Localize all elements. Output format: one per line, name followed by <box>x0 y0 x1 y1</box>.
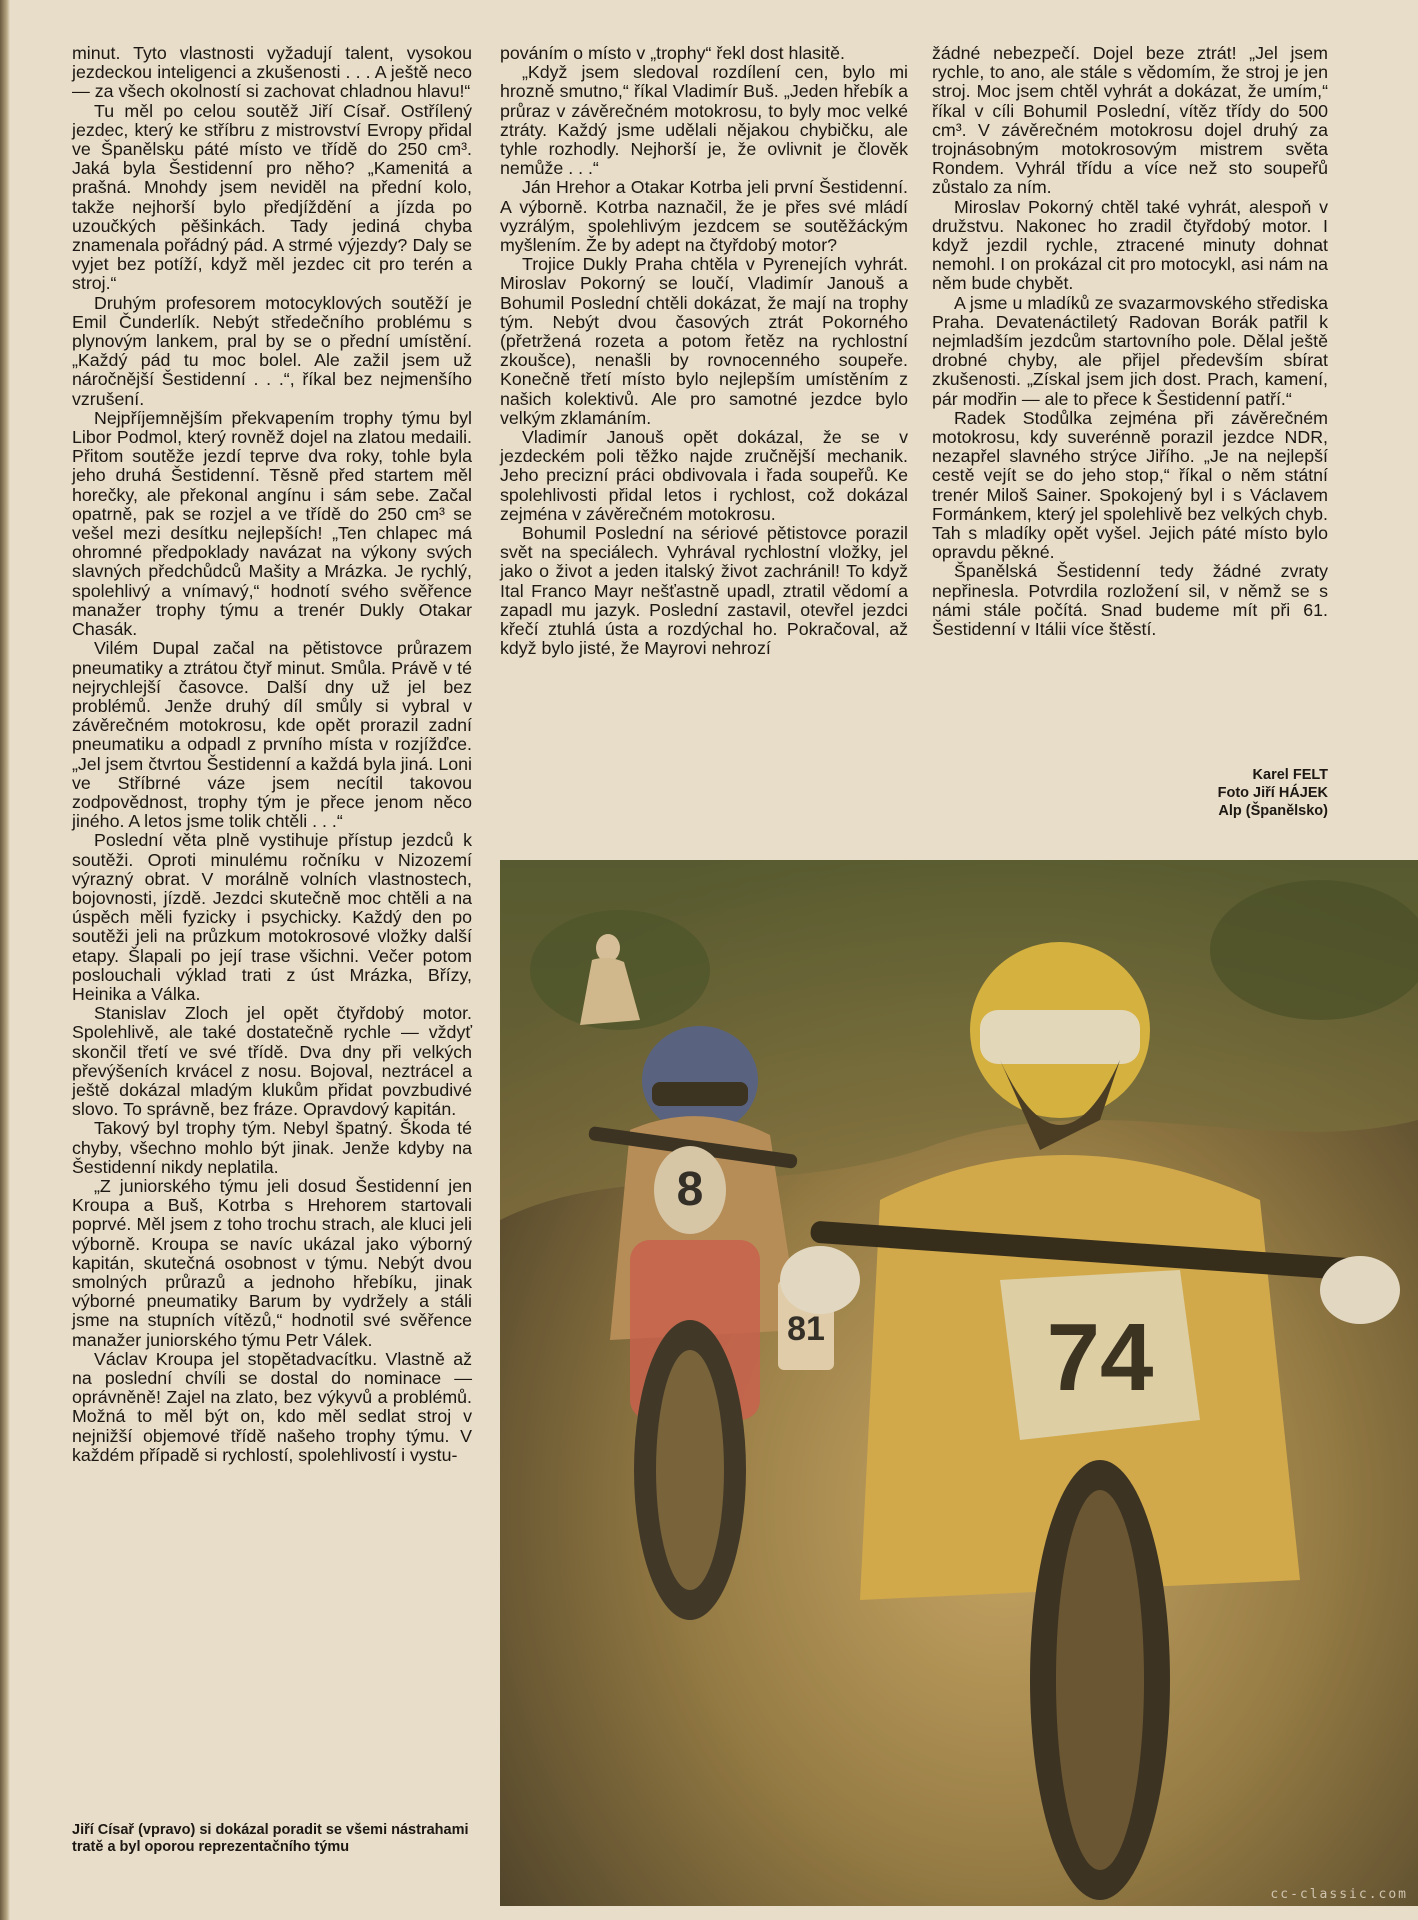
paragraph: „Když jsem sledoval rozdílení cen, bylo mi hrozně smutno,“ říkal Vladimír Buš. „Jeden hřebík a průraz v závěrečném motokrosu, to byly moc velké ztráty. Každý jsme udělali nějakou chybičku, ale tyhle rozhodly. Nejhorší je, že ovlivnit je člověk nemůže . . .“ <box>500 62 908 179</box>
location-credit: Alp (Španělsko) <box>1218 803 1328 819</box>
photo-illustration <box>500 860 1418 1906</box>
article-column-1 <box>72 44 472 1465</box>
paragraph: Miroslav Pokorný chtěl také vyhrát, alespoň v družstvu. Nakonec ho zradil čtyřdobý motor. I když jezdil rychle, ztracené minuty dohnat nemohl. I on prokázal cit pro motocykl, asi nám na něm bude chybět. <box>932 196 1328 294</box>
paragraph: Poslední věta plně vystihuje přístup jezdců k soutěži. Oproti minulému ročníku v Nizozemí výrazný obrat. V morálně volních vlastnostech, bojovnosti, jízdě. Jezdci skutečně moc chtěli a na úspěch měli fyzicky i psychicky. Každý den po soutěži jeli na průzkum motokrosové vložky další etapy. Šlapali po její trase všichni. Večer potom poslouchali výklad trati z úst Mrázka, Břízy, Heinika a Válka. <box>72 830 472 1004</box>
paragraph: minut. Tyto vlastnosti vyžadují talent, vysokou jezdeckou inteligenci a zkušenosti . . . A ještě neco — za všech okolností si zachovat chladnou hlavu!“ <box>72 43 472 102</box>
plate-number-left: 8 <box>676 1163 704 1216</box>
dust-haze <box>500 860 1418 1906</box>
side-plate-number: 81 <box>787 1310 825 1348</box>
paragraph: Stanislav Zloch jel opět čtyřdobý motor. Spolehlivě, ale také dostatečně rychle — vždyť skončil třetí ve své třídě. Dva dny při velkých převýšeních krvácel z nosu. Bojoval, neztrácel a ještě dokázal mladým klukům přidat povzbudivé slovo. To správně, bez fráze. Opravdový kapitán. <box>72 1003 472 1120</box>
article-column-2 <box>500 44 908 659</box>
paragraph: pováním o místo v „trophy“ řekl dost hlasitě. <box>500 43 845 63</box>
paragraph: Španělská Šestidenní tedy žádné zvraty nepřinesla. Potvrdila rozložení sil, v němž se s námi stále počítá. Snad budeme mít při 61. Šestidenní v Itálii více štěstí. <box>932 561 1328 640</box>
paragraph: Trojice Dukly Praha chtěla v Pyrenejích vyhrát. Miroslav Pokorný se loučí, Vladimír Janouš a Bohumil Poslední chtěli dokázat, že mají na trophy tým. Nebýt dvou časových ztrát Pokorného (přetržená rozeta a potom řetěz na rychlostní zkoušce), nenašli by rovnocenného soupeře. Konečně třetí místo bylo nejlepším umístěním z našich kolektivů. Ale pro samotné jezdce bylo velkým zklamáním. <box>500 254 908 428</box>
paragraph: Václav Kroupa jel stopětadvacítku. Vlastně až na poslední chvíli se dostal do nominace — oprávněně! Zajel na zlato, bez výkyvů a problémů. Možná to měl být on, kdo měl sedlat stroj v nejnižší objemové třídě našeho trophy týmu. V každém případě si rychlostí, spolehlivostí i vystu- <box>72 1348 472 1465</box>
paragraph: Vladimír Janouš opět dokázal, že se v jezdeckém poli těžko najde zručnější mechanik. Jeho precizní práci obdivovala i řada soupeřů. Ke spolehlivosti přidal letos i rychlost, což dokázal zejména v závěrečném motokrosu. <box>500 427 908 524</box>
author-name: Karel FELT <box>1252 767 1328 783</box>
photo-caption: Jiří Císař (vpravo) si dokázal poradit se všemi nástrahami tratě a byl oporou reprezentačního týmu <box>72 1822 469 1855</box>
paragraph: Takový byl trophy tým. Nebyl špatný. Škoda té chyby, všechno mohlo být jinak. Jenže kdyby na Šestidenní nikdy neplatila. <box>72 1118 472 1177</box>
paragraph: „Z juniorského týmu jeli dosud Šestidenní jen Kroupa a Buš, Kotrba s Hrehorem startovali poprvé. Měl jsem z toho trochu strach, ale kluci jeli výborně. Kroupa se navíc ukázal jako výborný kapitán, skutečná osobnost v týmu. Nebýt dvou smolných průrazů a jednoho hřebíku, jinak výborné pneumatiky Barum by vydržely a stáli jsme na stupních vítězů,“ hodnotil své svěřence manažer juniorského týmu Petr Válek. <box>72 1175 472 1350</box>
watermark: cc-classic.com <box>1270 1887 1408 1902</box>
paragraph: A jsme u mladíků ze svazarmovského střediska Praha. Devatenáctiletý Radovan Borák patřil k nejmladším jezdcům startovního pole. Dělal ještě drobné chyby, ale přijel především sbírat zkušenosti. „Získal jsem jich dost. Prach, kamení, pár modřin — ale to přece k Šestidenní patří.“ <box>932 292 1328 409</box>
paragraph: Tu měl po celou soutěž Jiří Císař. Ostřílený jezdec, který ke stříbru z mistrovství Evropy přidal ve Španělsku páté místo ve třídě do 250 cm³. Jaká byla Šestidenní pro něho? „Kamenitá a prašná. Mnohdy jsem neviděl na přední kolo, takže nejhorší bylo předjíždění a jízda po uzoučkých pěšinkách. Tady jediná chyba znamenala pořádný pád. A strmé výjezdy? Daly se vyjet bez potíží, když měl jezdec cit pro terén a stroj.“ <box>72 100 472 294</box>
page-binding-edge <box>0 0 10 1920</box>
paragraph: Nejpříjemnějším překvapením trophy týmu byl Libor Podmol, který rovněž dojel na zlatou medaili. Přitom soutěže jezdí teprve dva roky, tohle byla jeho druhá Šestidenní. Těsně před startem měl horečky, ale překonal angínu i sám sebe. Začal opatrně, pak se rozjel a ve třídě do 250 cm³ se vešel mezi desítku nejlepších! „Ten chlapec má ohromné předpoklady navázat na výkony svých slavných předchůdců Mašity a Mrázka. Je rychlý, spolehlivý a vnímavý,“ hodnotí svého svěřence manažer trophy týmu a trenér Dukly Otakar Chasák. <box>72 407 472 640</box>
article-column-3 <box>932 44 1328 639</box>
paragraph: Druhým profesorem motocyklových soutěží je Emil Čunderlík. Nebýt středečního problému s plynovým lankem, pral by se o přední umístění. „Každý pád tu moc bolel. Ale zažil jsem už náročnější Šestidenní . . .“, říkal bez nejmenšího vzrušení. <box>72 292 472 409</box>
enduro-riders-photo <box>500 860 1418 1906</box>
plate-number-right: 74 <box>1046 1304 1154 1411</box>
photo-credit: Foto Jiří HÁJEK <box>1217 785 1328 801</box>
paragraph: žádné nebezpečí. Dojel beze ztrát! „Jel jsem rychle, to ano, ale stále s vědomím, že stroj je jen stroj. Moc jsem chtěl vyhrát a dokázat, že umím,“ říkal v cíli Bohumil Poslední, vítěz třídy do 500 cm³. V závěrečném motokrosu dojel druhý za trojnásobným motokrosovým mistrem světa Rondem. Vyhrál třídu a více než sto soupeřů zůstalo za ním. <box>932 43 1328 198</box>
paragraph: Radek Stodůlka zejména při závěrečném motokrosu, kdy suverénně porazil jezdce NDR, nezapřel slavného strýce Jiřího. „Je na nejlepší cestě vejít se do jeho stop,“ říkal o něm státní trenér Miloš Sainer. Spokojený byl i s Václavem Formánkem, který jel spolehlivě bez velkých chyb. Tah s mladíky opět vyšel. Jejich páté místo bylo opravdu pěkné. <box>932 407 1328 563</box>
author-credits <box>1100 766 1328 820</box>
paragraph: Vilém Dupal začal na pětistovce průrazem pneumatiky a ztrátou čtyř minut. Smůla. Právě v té nejrychlejší časovce. Další dny už jel bez problémů. Jenže druhý díl smůly si vybral v závěrečném motokrosu, kde opět prorazil zadní pneumatiku a odpadl z prvního místa v rozjížďce. „Jel jsem čtvrtou Šestidenní a každá byla jiná. Loni ve Stříbrné váze jsem necítil takovou zodpovědnost, trophy tým je přece jenom něco jiného. A letos jsme tolik chtěli . . .“ <box>72 638 472 832</box>
paragraph: Ján Hrehor a Otakar Kotrba jeli první Šestidenní. A výborně. Kotrba naznačil, že je přes své mládí vyzrálým, spolehlivým jezdcem se soutěžáckým myšlením. Že by adept na čtyřdobý motor? <box>500 177 908 256</box>
paragraph: Bohumil Poslední na sériové pětistovce porazil svět na speciálech. Vyhrával rychlostní vložky, jel jako o život a jeden italský život zachránil! To když Ital Franco Mayr nešťastně upadl, ztratil vědomí a zapadl mu jazyk. Poslední zastavil, otevřel jezdci křečí ztuhlá ústa a rozdýchal ho. Pokračoval, až když bylo jisté, že Mayrovi nehrozí <box>500 523 908 659</box>
